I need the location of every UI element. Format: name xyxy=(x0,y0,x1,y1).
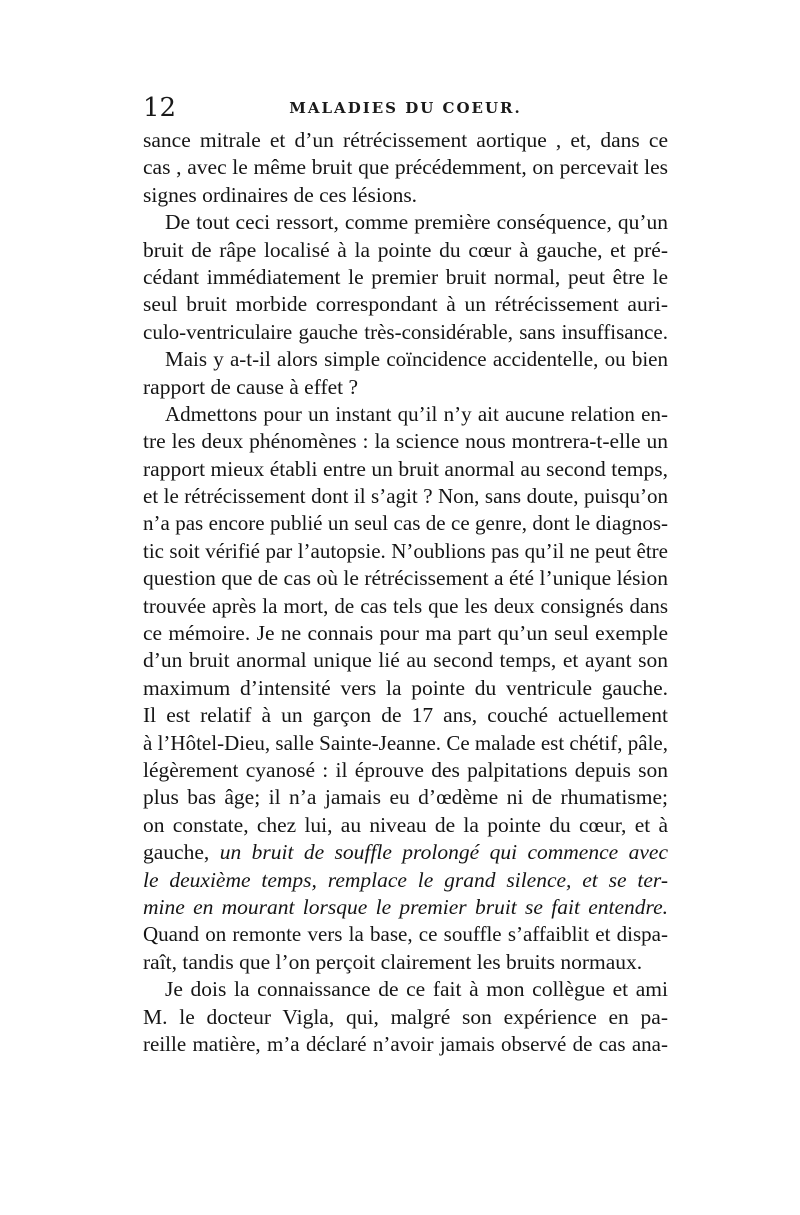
text-line: légèrement cyanosé : il éprouve des palpitations depuis son xyxy=(143,757,668,782)
text-line: plus bas âge; il n’a jamais eu d’œdème ni de rhumatisme; xyxy=(143,785,668,810)
text-line: on constate, chez lui, au niveau de la pointe du cœur, et à xyxy=(143,812,668,837)
italic-line: le deuxième temps, remplace le grand silence, et se ter- xyxy=(143,867,668,892)
text-line: sance mitrale et d’un rétrécissement aortique , et, dans ce xyxy=(143,128,668,152)
paragraph-first-line: Mais y a-t-il alors simple coïncidence accidentelle, ou bien xyxy=(165,347,668,372)
paragraph-first-line: Je dois la connaissance de ce fait à mon collègue et ami xyxy=(165,977,668,1002)
text-line: signes ordinaires de ces lésions. xyxy=(143,182,418,207)
paragraph-first-line: De tout ceci ressort, comme première conséquence, qu’un xyxy=(165,210,668,235)
text-line: M. le docteur Vigla, qui, malgré son expérience en pa- xyxy=(143,1004,668,1029)
text-line: culo-ventriculaire gauche très-considérable, sans insuffisance. xyxy=(143,319,668,344)
running-title: MALADIES DU COEUR. xyxy=(289,99,522,117)
text-segment: gauche, xyxy=(143,840,210,865)
text-line: ce mémoire. Je ne connais pour ma part qu’un seul exemple xyxy=(143,621,668,646)
text-line-mixed xyxy=(143,839,668,866)
text-line: reille matière, m’a déclaré n’avoir jamais observé de cas ana- xyxy=(143,1031,668,1056)
text-line: question que de cas où le rétrécissement a été l’unique lésion xyxy=(143,566,668,591)
text-line: maximum d’intensité vers la pointe du ventricule gauche. xyxy=(143,675,668,700)
text-line: rapport mieux établi entre un bruit anormal au second temps, xyxy=(143,456,668,481)
text-line: rapport de cause à effet ? xyxy=(143,374,359,399)
text-line: d’un bruit anormal unique lié au second temps, et ayant son xyxy=(143,648,668,673)
text-line: cédant immédiatement le premier bruit normal, peut être le xyxy=(143,264,668,289)
text-line: raît, tandis que l’on perçoit clairement les bruits normaux. xyxy=(143,949,643,974)
italic-line: mine en mourant lorsque le premier bruit se fait entendre. xyxy=(143,894,668,919)
text-line: Il est relatif à un garçon de 17 ans, couché actuellement xyxy=(143,703,668,728)
page-header xyxy=(143,92,668,128)
body-text xyxy=(143,127,668,1058)
text-line: seul bruit morbide correspondant à un rétrécissement auri- xyxy=(143,292,668,317)
text-line: bruit de râpe localisé à la pointe du cœur à gauche, et pré- xyxy=(143,237,668,262)
text-line: Quand on remonte vers la base, ce souffle s’affaiblit et dispa- xyxy=(143,922,668,947)
text-line: et le rétrécissement dont il s’agit ? Non, sans doute, puisqu’on xyxy=(143,484,668,509)
text-line: trouvée après la mort, de cas tels que les deux consignés dans xyxy=(143,593,668,618)
text-line: tic soit vérifié par l’autopsie. N’oublions pas qu’il ne peut être xyxy=(143,538,668,563)
text-line: cas , avec le même bruit que précédemment, on percevait les xyxy=(143,155,668,180)
text-line: n’a pas encore publié un seul cas de ce genre, dont le diagnos- xyxy=(143,511,668,536)
paragraph-first-line: Admettons pour un instant qu’il n’y ait aucune relation en- xyxy=(165,401,668,426)
page-number: 12 xyxy=(143,93,177,123)
italic-segment: un bruit de souffle prolongé qui commence avec xyxy=(219,840,668,865)
text-line: à l’Hôtel-Dieu, salle Sainte-Jeanne. Ce malade est chétif, pâle, xyxy=(143,730,668,755)
text-line: tre les deux phénomènes : la science nous montrera-t-elle un xyxy=(143,429,668,454)
